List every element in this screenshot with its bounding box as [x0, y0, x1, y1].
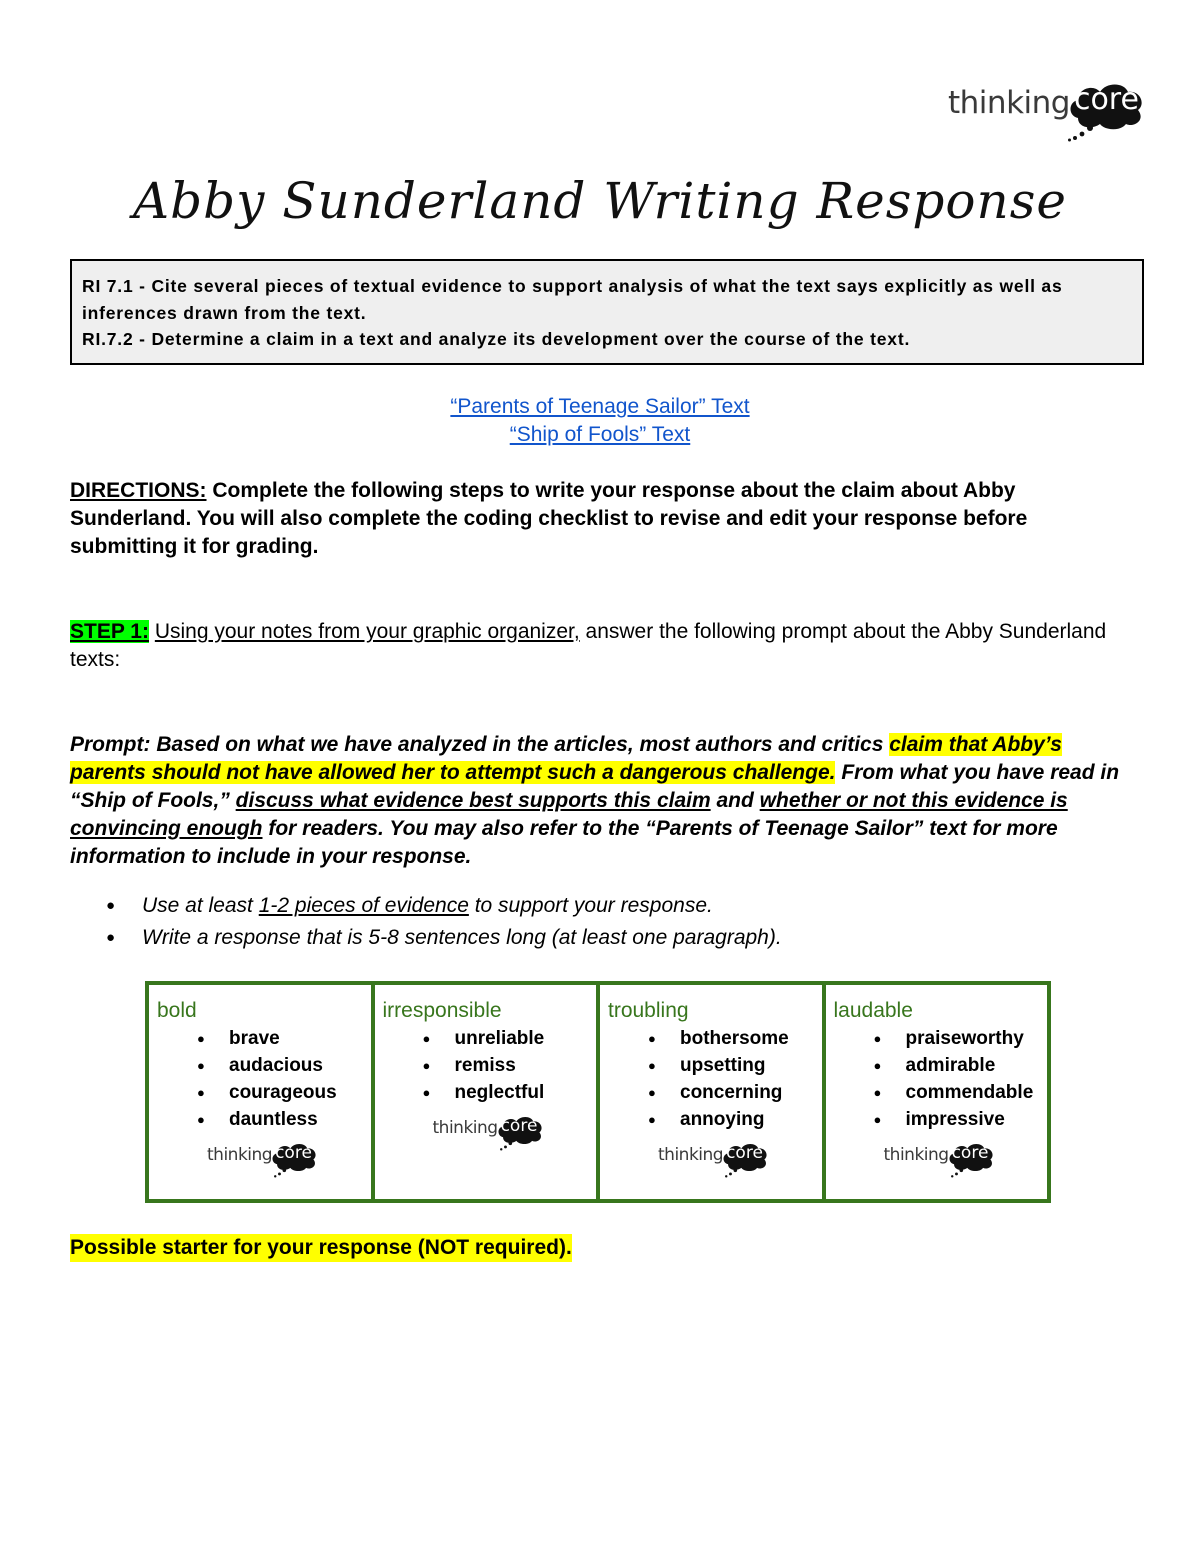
word-item: ● audacious — [157, 1052, 371, 1079]
cloud-icon — [722, 1141, 768, 1169]
thinkingcore-logo-small — [207, 1141, 317, 1169]
logo-word: thinking — [883, 1145, 949, 1165]
logo-word: thinking — [432, 1118, 498, 1138]
prompt — [70, 731, 1130, 871]
directions-label: DIRECTIONS: — [70, 479, 207, 502]
text-links — [0, 393, 1200, 449]
bullet-1-post: to support your response. — [468, 894, 713, 917]
word-col-head: troubling — [608, 999, 689, 1022]
logo-cloud-word: core — [500, 1116, 538, 1136]
prompt-part2: From what you have read in “Ship of Fools,” — [70, 761, 1120, 812]
cloud-icon — [1068, 80, 1144, 126]
thinkingcore-logo-small — [433, 1114, 543, 1142]
directions — [70, 477, 1130, 561]
instruction-bullets — [104, 890, 1104, 954]
word-col-troubling — [600, 985, 826, 1199]
word-col-head: irresponsible — [382, 999, 502, 1022]
thinkingcore-logo-small — [658, 1141, 768, 1169]
bullet-1-pre: Use at least — [142, 894, 259, 917]
word-item: ● unreliable — [383, 1025, 597, 1052]
prompt-claim-highlight: claim that Abby’s parents should not have allowed her to attempt such a dangerous challenge. — [70, 733, 1062, 784]
cloud-icon — [271, 1141, 317, 1169]
word-item: ● concerning — [608, 1079, 822, 1106]
word-item: ● admirable — [834, 1052, 1048, 1079]
word-col-bold — [149, 985, 375, 1199]
thinkingcore-logo — [948, 80, 1144, 126]
standard-ri72: RI.7.2 - Determine a claim in a text and analyze its development over the course of the text. — [82, 329, 911, 349]
logo-cloud-word: core — [951, 1143, 989, 1163]
bullet-evidence — [104, 890, 1104, 922]
link-parents-of-teenage-sailor[interactable]: “Parents of Teenage Sailor” Text — [450, 395, 750, 418]
word-item: ● bothersome — [608, 1025, 822, 1052]
word-item: ● commendable — [834, 1079, 1048, 1106]
logo-cloud-word: core — [1073, 82, 1139, 117]
word-item: ● brave — [157, 1025, 371, 1052]
word-item: ● praiseworthy — [834, 1025, 1048, 1052]
prompt-part4: for readers. You may also refer to the “Parents of Teenage Sailor” text for more information to include in your response. — [70, 817, 1058, 868]
thinkingcore-logo-small — [884, 1141, 994, 1169]
bullet-1-underlined: 1-2 pieces of evidence — [258, 894, 469, 917]
logo-word: thinking — [207, 1145, 273, 1165]
word-bank-table — [145, 981, 1051, 1203]
word-item: ● dauntless — [157, 1106, 371, 1133]
logo-cloud-word: core — [726, 1143, 763, 1163]
word-item: ● neglectful — [383, 1079, 597, 1106]
prompt-underline-evidence: discuss what evidence best supports this claim — [235, 789, 711, 812]
word-col-irresponsible — [375, 985, 601, 1199]
prompt-underline-convincing: whether or not this evidence is convincing enough — [70, 789, 1068, 840]
prompt-part1: Prompt: Based on what we have analyzed in the articles, most authors and critics — [70, 733, 890, 756]
word-item: ● upsetting — [608, 1052, 822, 1079]
word-col-laudable — [826, 985, 1048, 1199]
logo-word: thinking — [948, 85, 1070, 121]
step-1-label: STEP 1: — [70, 620, 149, 643]
logo-word: thinking — [658, 1145, 724, 1165]
directions-text: Complete the following steps to write your response about the claim about Abby Sunderland. You will also complete the coding checklist to revise and edit your response before submitting it for grading. — [70, 479, 1028, 558]
word-col-head: bold — [157, 999, 197, 1022]
bullet-length: ● Write a response that is 5-8 sentences long (at least one paragraph). — [104, 922, 1104, 954]
standard-ri71: RI 7.1 - Cite several pieces of textual evidence to support analysis of what the text says explicitly as well as inferences drawn from the text. — [82, 276, 1063, 323]
step-1-underlined: Using your notes from your graphic organizer, — [154, 620, 580, 643]
logo-cloud-word: core — [275, 1143, 312, 1163]
cloud-icon — [497, 1114, 543, 1142]
word-item: ● courageous — [157, 1079, 371, 1106]
word-item: ● remiss — [383, 1052, 597, 1079]
prompt-part3: and — [710, 789, 760, 812]
standards-box — [70, 259, 1144, 365]
word-col-head: laudable — [833, 999, 913, 1022]
response-starter: Possible starter for your response (NOT required). — [70, 1234, 572, 1262]
step-1 — [70, 618, 1130, 674]
word-item: ● impressive — [834, 1106, 1048, 1133]
page-title: Abby Sunderland Writing Response — [132, 172, 1067, 230]
word-item: ● annoying — [608, 1106, 822, 1133]
cloud-icon — [948, 1141, 994, 1169]
step-1-text: answer the following prompt about the Abby Sunderland texts: — [70, 620, 1107, 671]
link-ship-of-fools[interactable]: “Ship of Fools” Text — [509, 423, 691, 446]
